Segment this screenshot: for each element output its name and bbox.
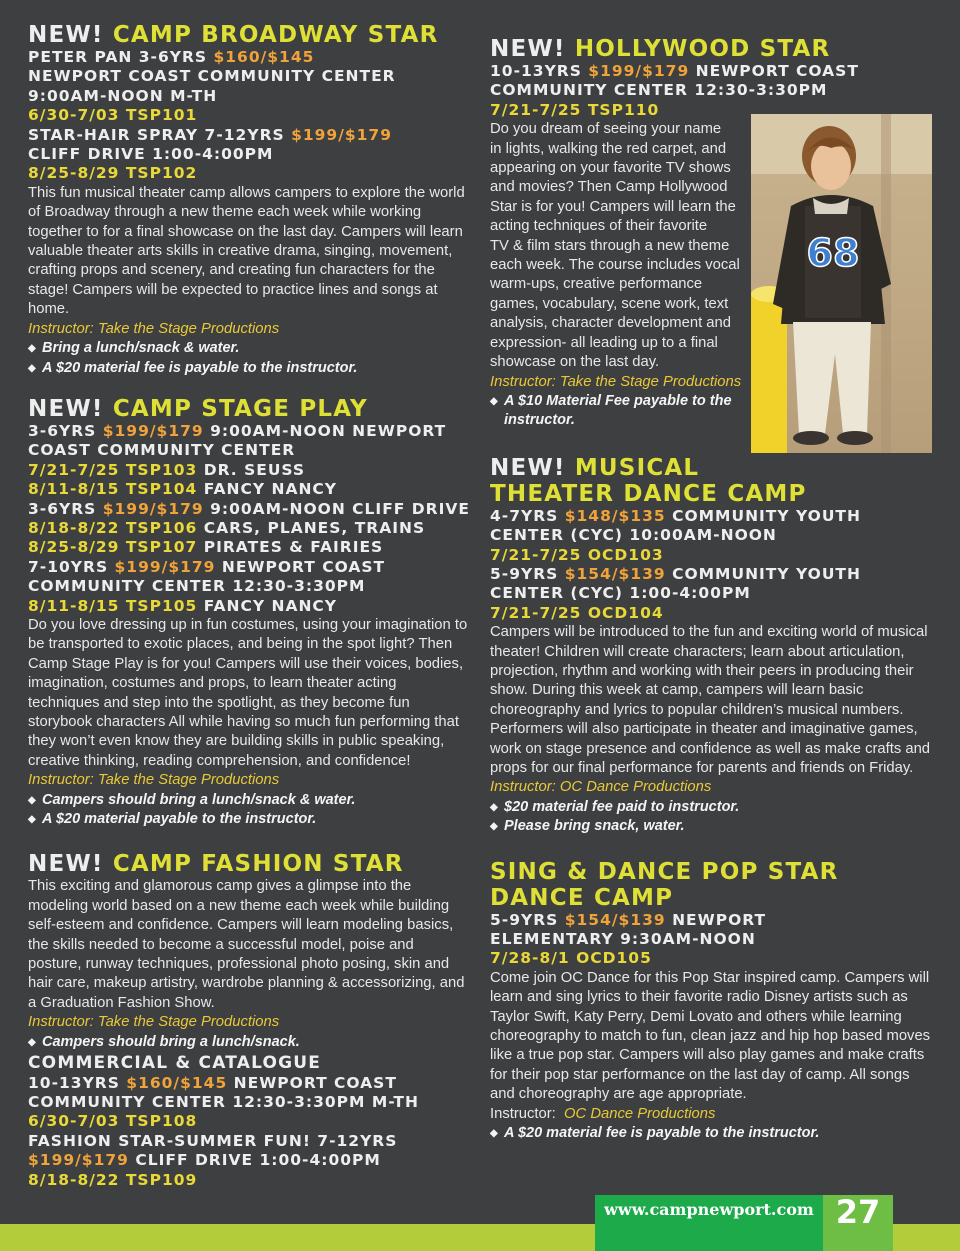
text: COMMUNITY YOUTH — [665, 506, 861, 525]
description-line: games, vocabulary, scene work, text — [490, 295, 729, 312]
schedule-line: CENTER (CYC) 1:00-4:00PM — [490, 584, 751, 603]
schedule-line — [28, 422, 470, 441]
date-code: 8/18-8/22 TSP109 — [28, 1170, 198, 1189]
schedule-line: NEWPORT COAST COMMUNITY CENTER — [28, 67, 396, 86]
date-code: 6/30-7/03 TSP108 — [28, 1112, 198, 1131]
schedule-line: COAST COMMUNITY CENTER — [28, 441, 296, 460]
text: 5-9YRS — [490, 910, 565, 929]
schedule-line — [28, 519, 470, 538]
bullet-item — [490, 817, 934, 836]
schedule-line: COMMUNITY CENTER 12:30-3:30PM — [490, 81, 828, 100]
text: FANCY NANCY — [197, 596, 338, 615]
broadway-section — [28, 22, 470, 378]
text: CARS, PLANES, TRAINS — [197, 518, 426, 537]
section-title — [490, 36, 934, 62]
page-number: 27 — [835, 1193, 881, 1231]
text: 10-13YRS — [28, 1073, 127, 1092]
bullet-item — [28, 339, 470, 358]
schedule-line: COMMUNITY CENTER 12:30-3:30PM M-TH — [28, 1092, 419, 1111]
diamond-bullet-icon: ◆ — [490, 801, 498, 813]
date-code: 8/11-8/15 TSP105 — [28, 596, 198, 615]
schedule-line — [490, 507, 934, 526]
schedule-line: CENTER (CYC) 10:00AM-NOON — [490, 526, 777, 545]
schedule-line — [28, 538, 470, 557]
description-line: TV & film stars through a new theme — [490, 237, 730, 254]
text: 7-10YRS — [28, 557, 115, 576]
price: $160/$145 — [126, 1073, 228, 1092]
jersey-number: 68 — [806, 231, 860, 275]
section-title-line-2: THEATER DANCE CAMP — [490, 480, 807, 507]
date-code: 7/28-8/1 OCD105 — [490, 949, 652, 968]
diamond-bullet-icon: ◆ — [490, 1128, 498, 1140]
title-main: CAMP STAGE PLAY — [112, 395, 368, 422]
text: NEWPORT — [665, 910, 767, 929]
left-column — [28, 22, 470, 1190]
price: $199/$179 — [28, 1151, 129, 1170]
photo-illustration — [751, 114, 932, 453]
schedule-line: COMMUNITY CENTER 12:30-3:30PM — [28, 577, 366, 596]
diamond-bullet-icon: ◆ — [28, 794, 36, 806]
text: NEWPORT COAST — [215, 557, 386, 576]
bullet-item — [28, 359, 470, 378]
date-code: 7/21-7/25 TSP110 — [490, 100, 660, 119]
title-main: CAMP FASHION STAR — [112, 851, 404, 878]
schedule-line: ELEMENTARY 9:30AM-NOON — [490, 930, 756, 949]
text: DR. SEUSS — [197, 460, 306, 479]
bullet-item — [490, 798, 934, 817]
instructor: Instructor: Take the Stage Productions — [28, 772, 280, 789]
description: Come join OC Dance for this Pop Star inspired camp. Campers will learn and sing lyrics to their favorite radio Disney artists such as Taylor Swift, Katy Perry, Demi Lovato and others while learning choreography to match to fun, clean jazz and hip hop based moves like a true pop star. Campers will also play games and make crafts for their pop star performance on the last day of camp. All songs and choreography are age appropriate. — [490, 969, 931, 1103]
bullet-text: A $10 Material Fee payable to the instructor. — [504, 392, 732, 429]
date-code: 7/21-7/25 TSP103 — [28, 460, 198, 479]
schedule-line — [490, 62, 934, 81]
description: This exciting and glamorous camp gives a glimpse into the modeling world based on a new theme each week while building self-esteem and confidence. Campers will learn modeling basics, the skills needed to become a successful model, poise and posture, runway techniques, professional photo posing, skin and hair care, makeup artistry, wardrobe planning & accessorizing, and a Graduation Fashion Show. — [28, 878, 465, 1011]
text: FANCY NANCY — [197, 480, 338, 499]
section-title-line-2: DANCE CAMP — [490, 884, 674, 911]
schedule-line — [490, 911, 934, 930]
date-code: 8/18-8/22 TSP106 — [28, 518, 198, 537]
schedule-line — [28, 461, 470, 480]
price: $199/$179 — [588, 62, 690, 80]
title-main: CAMP BROADWAY STAR — [112, 22, 439, 48]
text: 4-7YRS — [490, 506, 565, 525]
schedule-line: CLIFF DRIVE 1:00-4:00PM — [28, 145, 274, 164]
description-line: and movies? Then Camp Hollywood — [490, 179, 728, 196]
new-label: NEW! — [28, 851, 104, 878]
bullet-item — [28, 1033, 470, 1052]
fashion-star-section — [28, 851, 470, 1190]
instructor-label: Instructor: — [490, 1105, 556, 1122]
description-line: showcase on the last day. — [490, 354, 660, 371]
title-main: HOLLYWOOD STAR — [574, 36, 831, 62]
title-main: MUSICAL — [574, 454, 700, 481]
new-label: NEW! — [490, 454, 566, 481]
text: 3-6YRS — [28, 499, 103, 518]
schedule-line — [490, 565, 934, 584]
schedule-line — [28, 480, 470, 499]
description-line: appearing on your favorite TV shows — [490, 160, 731, 177]
schedule-line — [28, 1151, 470, 1170]
text: CLIFF DRIVE 1:00-4:00PM — [128, 1151, 381, 1170]
new-label: NEW! — [490, 36, 566, 62]
description: Do you love dressing up in fun costumes, using your imagination to be transported to exotic places, and being in the spot light? Then Camp Stage Play is for you! Campers will use their voices, bodies, imagination, costumes and props, to learn theater acting techniques and step into the spotlight, as they become fun storybook characters All while having so much fun performing that they won’t even know they are building skills in public speaking, creative thinking, reading comprehension, and confidence! — [28, 616, 468, 769]
bullet-text: Bring a lunch/snack & water. — [42, 340, 240, 357]
bullet-item — [490, 392, 752, 431]
bullet-text: $20 material fee paid to instructor. — [504, 798, 740, 815]
bullet-text: A $20 material fee is payable to the instructor. — [42, 359, 358, 376]
date-code: 7/21-7/25 OCD104 — [490, 603, 664, 622]
stage-play-section — [28, 396, 470, 830]
diamond-bullet-icon: ◆ — [490, 395, 498, 407]
schedule-line: FASHION STAR-SUMMER FUN! 7-12YRS — [28, 1131, 398, 1150]
diamond-bullet-icon: ◆ — [28, 362, 36, 374]
schedule-line — [28, 126, 470, 145]
price: $160/$145 — [213, 48, 315, 66]
musical-theater-section — [490, 455, 934, 837]
diamond-bullet-icon: ◆ — [28, 1036, 36, 1048]
description-line: expression- all leading up to a final — [490, 334, 718, 351]
text: 10-13YRS — [490, 62, 589, 80]
date-code: 6/30-7/03 TSP101 — [28, 106, 198, 125]
section-title — [28, 396, 470, 422]
website-link[interactable]: www.campnewport.com — [604, 1200, 814, 1219]
boy-photo — [751, 114, 932, 453]
diamond-bullet-icon: ◆ — [28, 814, 36, 826]
bullet-item — [28, 810, 470, 829]
section-title — [28, 851, 470, 877]
text: NEWPORT COAST — [689, 62, 859, 80]
price: $199/$179 — [291, 125, 393, 144]
text: PETER PAN 3-6YRS — [28, 48, 214, 66]
instructor: Instructor: Take the Stage Productions — [28, 1014, 280, 1031]
text: PIRATES & FAIRIES — [197, 538, 384, 557]
price: $148/$135 — [564, 506, 666, 525]
text: 9:00AM-NOON NEWPORT — [203, 421, 447, 440]
bullet-text: A $20 material fee is payable to the instructor. — [504, 1125, 820, 1142]
diamond-bullet-icon: ◆ — [28, 343, 36, 355]
instructor: OC Dance Productions — [564, 1105, 716, 1122]
schedule-line — [28, 500, 470, 519]
description-line: Star is for you! Campers will learn the — [490, 198, 736, 215]
description — [490, 120, 752, 372]
date-code: 8/11-8/15 TSP104 — [28, 480, 198, 499]
text: 9:00AM-NOON CLIFF DRIVE — [203, 499, 470, 518]
price: $199/$179 — [102, 421, 204, 440]
pop-star-section — [490, 859, 934, 1144]
bullet-item — [490, 1124, 934, 1143]
bullet-text: Campers should bring a lunch/snack & water. — [42, 791, 356, 808]
text: COMMUNITY YOUTH — [665, 564, 861, 583]
date-code: 8/25-8/29 TSP102 — [28, 164, 198, 183]
text: 5-9YRS — [490, 564, 565, 583]
bullet-text: A $20 material payable to the instructor. — [42, 811, 317, 828]
description-line: Do you dream of seeing your name — [490, 121, 722, 138]
instructor: Instructor: OC Dance Productions — [490, 779, 712, 796]
new-label: NEW! — [28, 22, 104, 48]
schedule-line: 9:00AM-NOON M-TH — [28, 86, 218, 105]
description-line: warm-ups, creative performance — [490, 276, 703, 293]
price: $154/$139 — [564, 910, 666, 929]
schedule-line — [28, 1074, 470, 1093]
description: This fun musical theater camp allows campers to explore the world of Broadway through a new theme each week while working together to for a final showcase on the last day. Campers will learn valuable theater arts skills in creative drama, singing, movement, crafting props and scenery, and creating fun characters for the stage! Campers will be expected to practice lines and songs at home. — [28, 184, 465, 318]
description-line: analysis, character development and — [490, 315, 731, 332]
date-code: 8/25-8/29 TSP107 — [28, 538, 198, 557]
subsection-title: COMMERCIAL & CATALOGUE — [28, 1053, 322, 1074]
schedule-line — [28, 48, 470, 67]
section-title: SING & DANCE POP STAR — [490, 858, 839, 885]
instructor: Instructor: Take the Stage Productions — [490, 373, 742, 390]
price: $199/$179 — [114, 557, 216, 576]
description-line: in lights, walking the red carpet, and — [490, 140, 727, 157]
bullet-text: Please bring snack, water. — [504, 818, 685, 835]
schedule-line — [28, 597, 470, 616]
description-line: acting techniques of their favorite — [490, 218, 708, 235]
section-title — [490, 455, 934, 481]
schedule-line — [28, 558, 470, 577]
text: 3-6YRS — [28, 421, 103, 440]
new-label: NEW! — [28, 395, 104, 422]
text: STAR-HAIR SPRAY 7-12YRS — [28, 125, 292, 144]
text: NEWPORT COAST — [227, 1073, 397, 1092]
diamond-bullet-icon: ◆ — [490, 821, 498, 833]
price: $199/$179 — [102, 499, 204, 518]
bullet-item — [28, 791, 470, 810]
instructor: Instructor: Take the Stage Productions — [28, 320, 280, 337]
price: $154/$139 — [564, 564, 666, 583]
description-line: each week. The course includes vocal — [490, 257, 740, 274]
date-code: 7/21-7/25 OCD103 — [490, 545, 664, 564]
description: Campers will be introduced to the fun and exciting world of musical theater! Children will create characters; learn about articulation, projection, rhythm and working with their peers in producing their show. During this week at camp, campers will learn basic choreography and lyrics to popular children’s musical numbers. Performers will also participate in theater and imaginative games, work on stage presence and confidence as well as make crafts and props for our final performance for parents and friends on Friday. — [490, 624, 931, 776]
instructor-line — [490, 1105, 934, 1124]
section-title — [28, 22, 470, 48]
bullet-text: Campers should bring a lunch/snack. — [42, 1033, 300, 1050]
